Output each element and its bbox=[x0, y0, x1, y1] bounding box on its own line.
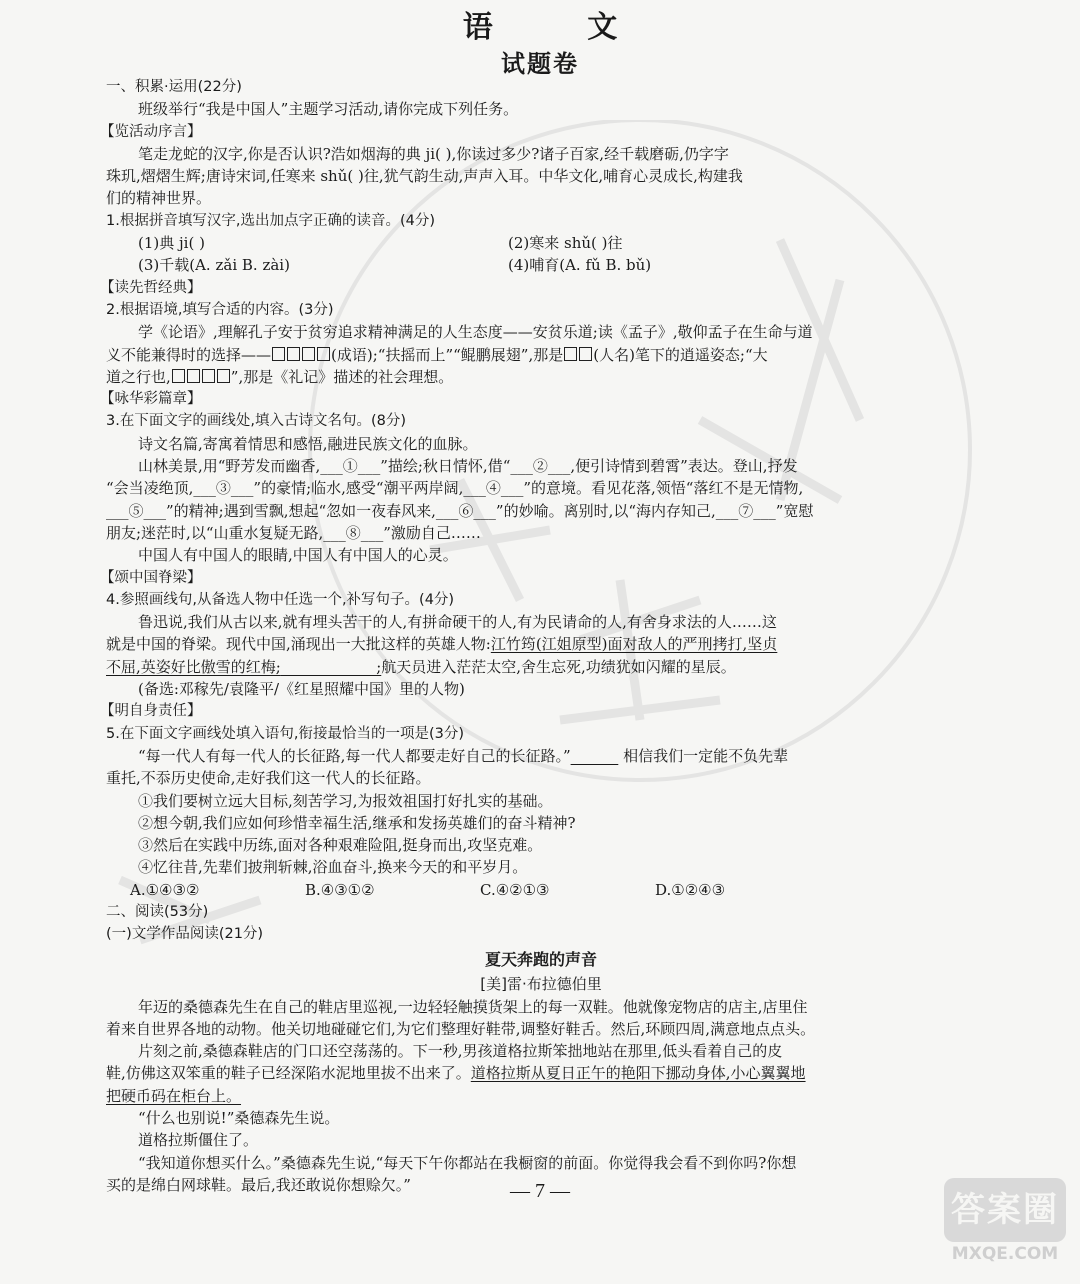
section-intro: 班级举行“我是中国人”主题学习活动,请你完成下列任务。 bbox=[138, 100, 519, 119]
q5-sentence-1: ①我们要树立远大目标,刻苦学习,为报效祖国打好扎实的基础。 bbox=[138, 791, 553, 810]
article-p2-line-2 bbox=[106, 1062, 976, 1084]
question-3-line-5: 朋友;迷茫时,以“山重水复疑无路,___⑧___”激励自己…… bbox=[106, 523, 481, 542]
duty-label: 【明自身责任】 bbox=[100, 703, 202, 720]
question-5-line-2: 重托,不忝历史使命,走好我们这一代人的长征路。 bbox=[106, 769, 431, 788]
question-1-row-2 bbox=[106, 254, 976, 276]
stamp-logo-text: 答案圈 bbox=[944, 1178, 1066, 1242]
article-p1-line-1: 年迈的桑德森先生在自己的鞋店里巡视,一边轻轻触摸货架上的每一双鞋。他就像宠物店的店主,店里住 bbox=[138, 997, 808, 1016]
q5-sentence-4: ④忆往昔,先辈们披荆斩棘,浴血奋斗,换来今天的和平岁月。 bbox=[138, 858, 528, 877]
article-p3: “什么也别说!”桑德森先生说。 bbox=[138, 1109, 340, 1128]
question-3-line-1: 诗文名篇,寄寓着情思和感悟,融进民族文化的血脉。 bbox=[138, 434, 478, 453]
question-3-stem: 3.在下面文字的画线处,填入古诗文名句。(8分) bbox=[106, 413, 406, 430]
article-text: 鞋,仿佛这双笨重的鞋子已经深陷水泥地里拔不出来了。 bbox=[106, 1064, 471, 1083]
question-3-line-6: 中国人有中国人的眼睛,中国人有中国人的心灵。 bbox=[138, 546, 458, 565]
article-p2-line-3 bbox=[106, 1085, 976, 1107]
question-1-row-1 bbox=[106, 232, 976, 254]
option-b[interactable]: B.④③①② bbox=[305, 880, 375, 899]
question-2-line-2 bbox=[106, 344, 976, 366]
article-p1-line-2: 着来自世界各地的动物。他关切地碰碰它们,为它们整理好鞋带,调整好鞋舌。然后,环顾四周,满意地点点头。 bbox=[106, 1019, 816, 1038]
question-4-stem: 4.参照画线句,从备选人物中任选一个,补写句子。(4分) bbox=[106, 591, 455, 608]
article-title: 夏天奔跑的声音 bbox=[484, 949, 597, 969]
watermark-stamp bbox=[944, 1178, 1066, 1274]
preface-label: 【览活动序言】 bbox=[100, 123, 202, 140]
article-author: [美]雷·布拉德伯里 bbox=[480, 974, 602, 993]
q4-text-a: 就是中国的脊梁。现代中国,涌现出一大批这样的英雄人物: bbox=[106, 635, 491, 654]
article-p4: 道格拉斯僵住了。 bbox=[138, 1131, 259, 1150]
question-5-line-1 bbox=[106, 745, 976, 767]
article-p5-line-1: “我知道你想买什么。”桑德森先生说,“每天下午你都站在我橱窗的前面。你觉得我会看不到你吗?你想 bbox=[138, 1153, 797, 1172]
page-number: — 7 — bbox=[510, 1180, 570, 1202]
q1-item-2: (2)寒来 shǔ( )往 bbox=[508, 234, 623, 253]
idiom-boxes[interactable] bbox=[271, 346, 331, 364]
name-boxes[interactable] bbox=[563, 346, 593, 364]
exam-content bbox=[100, 76, 976, 1196]
question-2-line-1: 学《论语》,理解孔子安于贫穷追求精神满足的人生态度——安贫乐道;读《孟子》,敬仰孟子在生命与道 bbox=[138, 323, 813, 342]
preface-line-1: 笔走龙蛇的汉字,你是否认识?浩如烟海的典 ji( ),你读过多少?诸子百家,经千载磨砺,仍字字 bbox=[138, 144, 729, 163]
q5-options bbox=[106, 879, 976, 901]
q5-sentence-3: ③然后在实践中历练,面对各种艰难险阻,挺身而出,攻坚克难。 bbox=[138, 836, 543, 855]
stamp-url: MXQE.COM bbox=[951, 1244, 1059, 1264]
q5-sentence-2: ②想今朝,我们应如何珍惜幸福生活,继承和发扬英雄们的奋斗精神? bbox=[138, 813, 576, 832]
q2-text-d: 道之行也, bbox=[106, 367, 171, 386]
section-heading-part1: 一、积累·运用(22分) bbox=[106, 79, 242, 95]
question-5-stem: 5.在下面文字画线处填入语句,衔接最恰当的一项是(3分) bbox=[106, 725, 464, 742]
question-1-stem: 1.根据拼音填写汉字,选出加点字正确的读音。(4分) bbox=[106, 212, 435, 229]
q4-answer-blank[interactable]: ; bbox=[280, 657, 382, 676]
q4-underlined-a: 江竹筠(江姐原型)面对敌人的严刑拷打,坚贞 bbox=[490, 635, 778, 654]
q5-text-a: “每一代人有每一代人的长征路,每一代人都要走好自己的长征路。” bbox=[138, 746, 571, 765]
article-p5-line-2: 买的是绵白网球鞋。最后,我还敢说你想赊欠。” bbox=[106, 1175, 411, 1194]
preface-line-2: 珠玑,熠熠生辉;唐诗宋词,任寒来 shǔ( )往,犹气韵生动,声声入耳。中华文化,哺育心灵成长,构建我 bbox=[106, 167, 743, 186]
option-d[interactable]: D.①②④③ bbox=[655, 880, 726, 899]
q1-item-4: (4)哺育(A. fǔ B. bǔ) bbox=[508, 256, 652, 275]
question-4-line-1: 鲁迅说,我们从古以来,就有埋头苦干的人,有拼命硬干的人,有为民请命的人,有舍身求法的人……这 bbox=[138, 613, 777, 632]
q2-text-e: ”,那是《礼记》描述的社会理想。 bbox=[230, 367, 454, 386]
q2-text-c: (人名)笔下的逍遥姿态;“大 bbox=[593, 345, 768, 364]
exam-subtitle: 试题卷 bbox=[501, 50, 579, 78]
q1-item-1: (1)典 ji( ) bbox=[138, 234, 205, 253]
question-4-line-3 bbox=[106, 656, 976, 678]
q2-text-b: (成语);“扶摇而上”“鲲鹏展翅”,那是 bbox=[331, 345, 564, 364]
q2-text-a: 义不能兼得时的选择—— bbox=[106, 345, 272, 364]
question-3-line-2: 山林美景,用“野芳发而幽香,___①___”描绘;秋日情怀,借“___②___,便引诗情到碧霄”表达。登山,抒发 bbox=[138, 457, 798, 476]
question-4-line-4: (备选:邓稼先/袁隆平/《红星照耀中国》里的人物) bbox=[138, 680, 465, 699]
quote-boxes[interactable] bbox=[171, 368, 231, 386]
preface-line-3: 们的精神世界。 bbox=[106, 189, 212, 208]
section-heading-part2: 二、阅读(53分) bbox=[106, 903, 209, 920]
question-2-line-3 bbox=[106, 366, 976, 388]
question-4-line-2 bbox=[106, 633, 976, 655]
q1-item-3: (3)千载(A. zǎi B. zài) bbox=[138, 256, 290, 275]
q5-text-b: 相信我们一定能不负先辈 bbox=[618, 746, 789, 765]
option-a[interactable]: A.①④③② bbox=[130, 880, 200, 899]
poems-label: 【咏华彩篇章】 bbox=[100, 391, 202, 408]
q4-underlined-b: 不屈,英姿好比傲雪的红梅; bbox=[106, 657, 281, 676]
article-p2-line-1: 片刻之前,桑德森鞋店的门口还空荡荡的。下一秒,男孩道格拉斯笨拙地站在那里,低头看着自己的皮 bbox=[138, 1042, 783, 1061]
q5-answer-blank[interactable] bbox=[571, 747, 619, 765]
article-underlined-sentence: 道格拉斯从夏日正午的艳阳下挪动身体,小心翼翼地 bbox=[470, 1064, 806, 1083]
q4-text-c: 航天员进入茫茫太空,舍生忘死,功绩犹如闪耀的星辰。 bbox=[381, 657, 736, 676]
subsection-heading: (一)文学作品阅读(21分) bbox=[106, 926, 264, 943]
spine-label: 【颂中国脊梁】 bbox=[100, 569, 202, 586]
exam-subject-title: 语 文 bbox=[462, 10, 660, 45]
question-3-line-3: “会当凌绝顶,___③___”的豪情;临水,感受“潮平两岸阔,___④___”的意境。看见花落,领悟“落红不是无情物, bbox=[106, 479, 804, 498]
article-underlined-sentence-end: 把硬币码在柜台上。 bbox=[106, 1086, 242, 1105]
question-2-stem: 2.根据语境,填写合适的内容。(3分) bbox=[106, 301, 334, 318]
option-c[interactable]: C.④②①③ bbox=[480, 880, 550, 899]
question-3-line-4: ___⑤___”的精神;遇到雪飘,想起“忽如一夜春风来,___⑥___”的妙喻。离别时,以“海内存知己,___⑦___”宽慰 bbox=[106, 501, 814, 520]
classics-label: 【读先哲经典】 bbox=[100, 279, 202, 296]
